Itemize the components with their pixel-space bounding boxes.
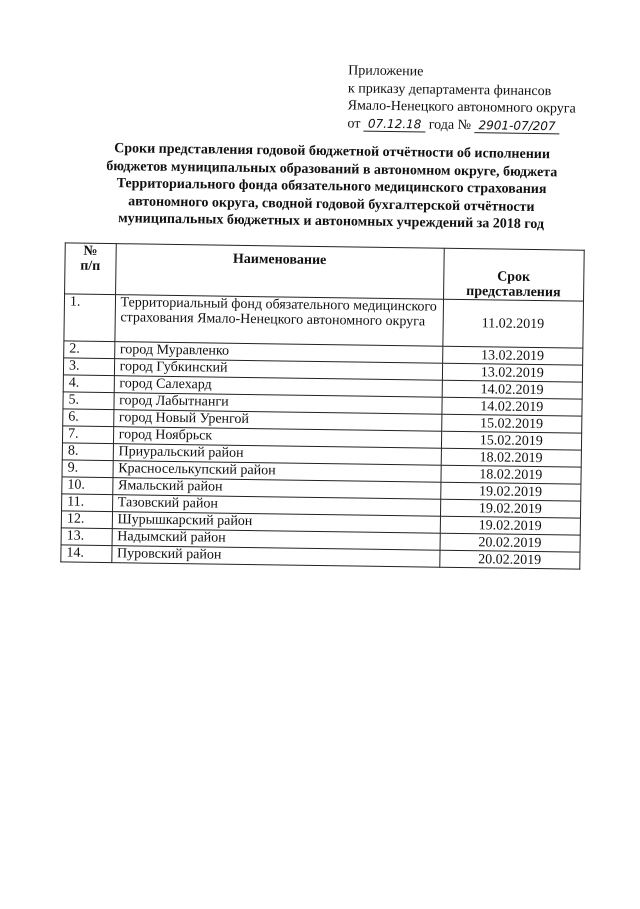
row-date: 18.02.2019 [440,465,581,484]
header-number: № п/п [65,243,116,295]
row-number: 10. [62,477,113,495]
row-number: 5. [63,392,114,410]
row-name: город Новый Уренгой [113,410,441,432]
row-date: 15.02.2019 [441,414,582,433]
row-name: город Ноябрьск [113,427,441,449]
row-date: 19.02.2019 [440,516,581,535]
row-date: 19.02.2019 [440,499,581,518]
year-number-label: года № [428,117,472,133]
table-header-row [65,243,585,301]
row-number: 13. [61,528,112,546]
row-number: 7. [62,426,113,444]
row-number: 9. [62,460,113,478]
deadlines-table [60,242,584,569]
order-reference: к приказу департамента финансов [347,80,552,99]
row-number: 11. [62,494,113,512]
row-name: Территориальный фонд обязательного медицинского страхования Ямало-Ненецкого автономного округа [115,295,444,347]
row-date: 14.02.2019 [441,397,582,416]
appendix-label: Приложение [348,63,424,80]
row-name: Приуральский район [113,444,441,466]
row-number: 6. [63,409,114,427]
region-name: Ямало-Ненецкого автономного округа [347,98,576,117]
row-number: 12. [61,511,112,529]
appendix-header [347,62,576,135]
row-number: 1. [64,294,115,342]
row-number: 14. [61,545,112,563]
document-title [71,140,592,235]
row-name: Шурышкарский район [112,512,440,534]
title-line: муниципальных бюджетных и автономных учреждений за 2018 год [118,211,545,233]
row-date: 20.02.2019 [439,550,580,569]
row-number: 8. [62,443,113,461]
row-name: Пуровский район [111,546,439,568]
row-name: город Салехард [114,376,442,398]
row-date: 19.02.2019 [440,482,581,501]
handwritten-order-number: 2901-07/207 [474,119,559,134]
handwritten-date: 07.12.18 [364,117,426,132]
from-prefix: от [347,115,361,132]
row-name: Надымский район [112,529,440,551]
row-name: Ямальский район [112,478,440,500]
row-name: город Губкинский [114,359,442,381]
title-line: Территориального фонда обязательного медицинского страхования [116,176,547,198]
header-name: Наименование [115,244,444,300]
row-date: 11.02.2019 [442,299,583,348]
row-name: Тазовский район [112,495,440,517]
row-name: город Муравленко [114,342,442,364]
row-number: 3. [63,358,114,376]
table-row [64,294,584,348]
row-number: 4. [63,375,114,393]
row-name: Красноселькупский район [113,461,441,483]
row-date: 20.02.2019 [440,533,581,552]
order-date-line [347,115,575,136]
row-date: 14.02.2019 [442,380,583,399]
row-date: 18.02.2019 [441,448,582,467]
row-date: 15.02.2019 [441,431,582,450]
title-line: бюджетов муниципальных образований в автономном округе, бюджета [106,158,558,180]
row-number: 2. [64,341,115,359]
title-line: Сроки представления годовой бюджетной отчётности об исполнении [114,141,551,163]
header-term: Срок представления [443,248,584,301]
row-date: 13.02.2019 [442,346,583,365]
title-line: автономного округа, сводной годовой бухгалтерской отчётности [128,193,535,215]
row-name: город Лабытнанги [114,393,442,415]
row-date: 13.02.2019 [442,363,583,382]
